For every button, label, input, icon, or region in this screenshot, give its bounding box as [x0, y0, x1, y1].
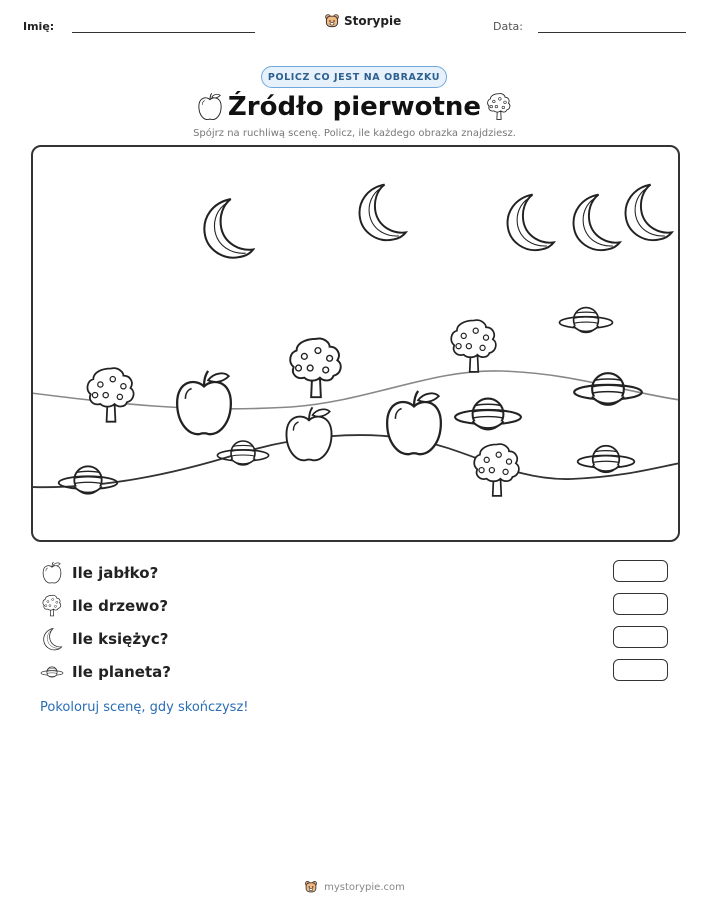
tree-icon [451, 320, 496, 372]
bear-icon [304, 880, 318, 894]
moon-icon [574, 195, 620, 251]
near-hill-line [31, 435, 680, 487]
answer-box-moon[interactable] [613, 626, 668, 648]
tree-icon [40, 594, 64, 618]
scene-drawing [31, 145, 680, 542]
moon-icon [360, 185, 406, 241]
answer-box-tree[interactable] [613, 593, 668, 615]
brand-name: Storypie [344, 14, 402, 28]
apple-icon [177, 371, 231, 434]
tree-icon [290, 338, 341, 397]
question-text: Ile planeta? [72, 663, 171, 681]
planet-icon [59, 466, 118, 493]
counting-scene [31, 145, 680, 542]
apple-icon [40, 561, 64, 585]
bear-icon [324, 13, 340, 29]
question-row-tree [40, 594, 168, 618]
moon-icon [626, 185, 672, 241]
planet-icon [574, 373, 642, 405]
activity-badge: POLICZ CO JEST NA OBRAZKU [261, 66, 447, 88]
tree-icon [474, 444, 519, 496]
planet-icon [578, 446, 635, 473]
question-row-planet [40, 660, 171, 684]
planet-icon [559, 308, 612, 333]
answer-box-apple[interactable] [613, 560, 668, 582]
page-title: Źródło pierwotne [227, 92, 482, 122]
planet-icon [217, 441, 268, 465]
planet-icon [455, 399, 521, 430]
question-row-moon [40, 627, 168, 651]
date-label: Data: [493, 20, 523, 33]
question-text: Ile drzewo? [72, 597, 169, 615]
question-text: Ile jabłko? [72, 564, 159, 582]
question-row-apple [40, 561, 158, 585]
site-url: mystorypie.com [324, 881, 405, 893]
page-subtitle: Spójrz na ruchliwą scenę. Policz, ile każdego obrazka znajdziesz. [193, 128, 516, 139]
moon-icon [508, 195, 554, 251]
question-text: Ile księżyc? [72, 630, 169, 648]
name-label: Imię: [23, 20, 55, 33]
apple-icon [387, 391, 441, 454]
planet-icon [40, 660, 64, 684]
coloring-instruction: Pokoloruj scenę, gdy skończysz! [40, 700, 249, 715]
date-field[interactable] [538, 32, 686, 33]
tree-icon [87, 368, 133, 421]
apple-icon [286, 407, 331, 460]
site-footer [0, 880, 709, 894]
moon-icon [204, 199, 253, 258]
moon-icon [40, 627, 64, 651]
answer-box-planet[interactable] [613, 659, 668, 681]
title-tree-icon [486, 92, 512, 122]
brand-logo [324, 13, 401, 29]
name-field[interactable] [72, 32, 255, 33]
